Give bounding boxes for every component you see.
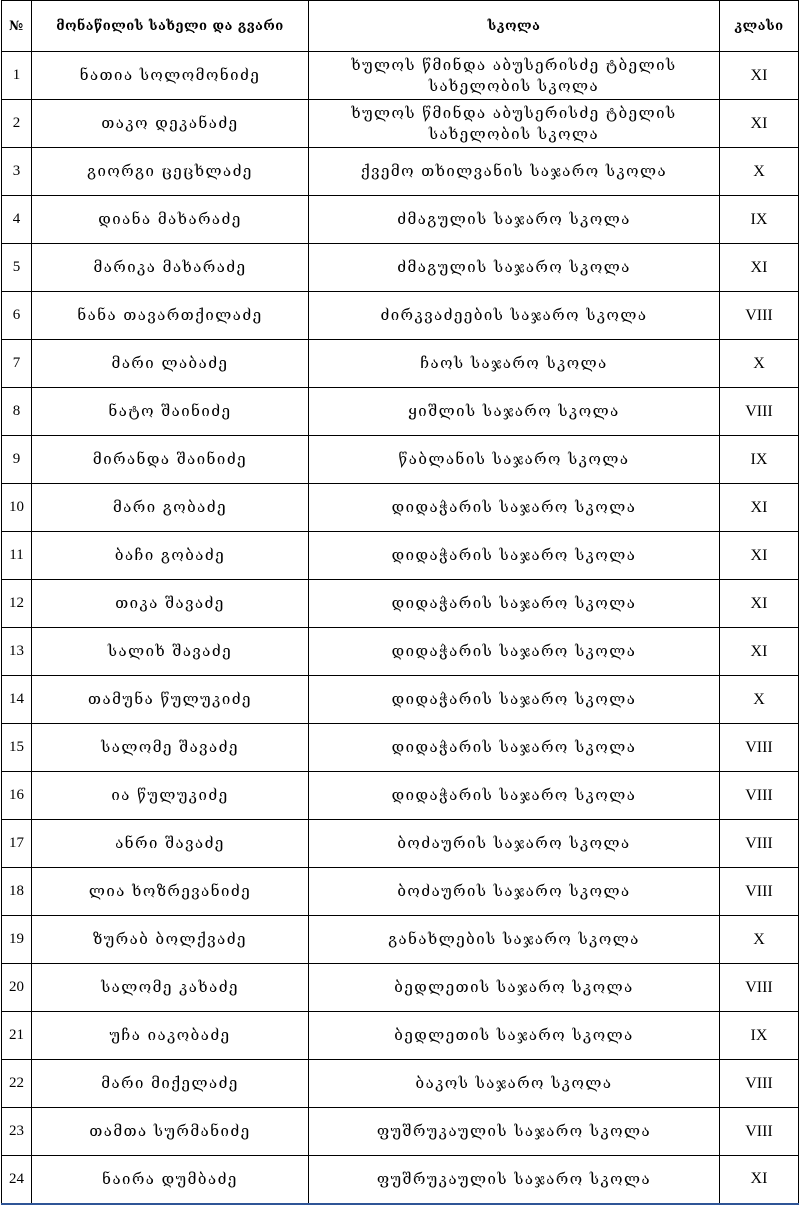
table-row <box>2 292 799 340</box>
school-cell: დიდაჭარის საჯარო სკოლა <box>309 676 720 724</box>
table-row <box>2 436 799 484</box>
grade-cell: XI <box>720 580 799 628</box>
participant-name-cell: ნატო შაინიძე <box>32 388 309 436</box>
school-cell: ბოძაურის საჯარო სკოლა <box>309 868 720 916</box>
table-row <box>2 484 799 532</box>
grade-cell: XI <box>720 484 799 532</box>
participant-name-cell: თიკა შავაძე <box>32 580 309 628</box>
row-number-cell: 10 <box>2 484 32 532</box>
school-cell: ბედლეთის საჯარო სკოლა <box>309 1012 720 1060</box>
grade-cell: VIII <box>720 388 799 436</box>
school-cell: ფუშრუკაულის საჯარო სკოლა <box>309 1156 720 1204</box>
school-cell: ძმაგულის საჯარო სკოლა <box>309 196 720 244</box>
grade-cell: IX <box>720 196 799 244</box>
school-cell: ძმაგულის საჯარო სკოლა <box>309 244 720 292</box>
participant-name-cell: ბაჩი გობაძე <box>32 532 309 580</box>
participant-name-cell: მირანდა შაინიძე <box>32 436 309 484</box>
participant-name-cell: ნათია სოლომონიძე <box>32 52 309 100</box>
row-number-cell: 6 <box>2 292 32 340</box>
participant-name-cell: გიორგი ცეცხლაძე <box>32 148 309 196</box>
participant-name-cell: მარი მიქელაძე <box>32 1060 309 1108</box>
participant-name-cell: სალომე შავაძე <box>32 724 309 772</box>
participant-name-cell: მარიკა მახარაძე <box>32 244 309 292</box>
table-row <box>2 676 799 724</box>
school-cell: ყიშლის საჯარო სკოლა <box>309 388 720 436</box>
grade-cell: VIII <box>720 772 799 820</box>
participant-name-cell: თამთა სურმანიძე <box>32 1108 309 1156</box>
participant-name-cell: დიანა მახარაძე <box>32 196 309 244</box>
school-cell: ქვემო თხილვანის საჯარო სკოლა <box>309 148 720 196</box>
school-cell: ძირკვაძეების საჯარო სკოლა <box>309 292 720 340</box>
participant-name-cell: ნაირა დუმბაძე <box>32 1156 309 1204</box>
header-grade: კლასი <box>720 1 799 52</box>
school-cell: ბოძაურის საჯარო სკოლა <box>309 820 720 868</box>
grade-cell: IX <box>720 436 799 484</box>
grade-cell: XI <box>720 532 799 580</box>
table-row <box>2 724 799 772</box>
row-number-cell: 19 <box>2 916 32 964</box>
grade-cell: VIII <box>720 292 799 340</box>
grade-cell: VIII <box>720 820 799 868</box>
row-number-cell: 7 <box>2 340 32 388</box>
grade-cell: X <box>720 916 799 964</box>
school-cell: განახლების საჯარო სკოლა <box>309 916 720 964</box>
table-row <box>2 868 799 916</box>
row-number-cell: 16 <box>2 772 32 820</box>
participant-name-cell: თაკო დეკანაძე <box>32 100 309 148</box>
row-number-cell: 5 <box>2 244 32 292</box>
school-cell: ბედლეთის საჯარო სკოლა <box>309 964 720 1012</box>
grade-cell: XI <box>720 1156 799 1204</box>
row-number-cell: 4 <box>2 196 32 244</box>
grade-cell: XI <box>720 100 799 148</box>
school-cell: დიდაჭარის საჯარო სკოლა <box>309 724 720 772</box>
school-cell: დიდაჭარის საჯარო სკოლა <box>309 484 720 532</box>
school-cell: დიდაჭარის საჯარო სკოლა <box>309 628 720 676</box>
row-number-cell: 11 <box>2 532 32 580</box>
grade-cell: VIII <box>720 724 799 772</box>
school-cell: ხულოს წმინდა აბუსერისძე ტბელის სახელობის სკოლა <box>309 100 720 148</box>
participant-name-cell: სალომე კახაძე <box>32 964 309 1012</box>
table-row <box>2 52 799 100</box>
participant-name-cell: ია წულუკიძე <box>32 772 309 820</box>
table-row <box>2 1156 799 1204</box>
grade-cell: XI <box>720 628 799 676</box>
row-number-cell: 20 <box>2 964 32 1012</box>
row-number-cell: 2 <box>2 100 32 148</box>
grade-cell: VIII <box>720 964 799 1012</box>
table-row <box>2 1108 799 1156</box>
participant-name-cell: ანრი შავაძე <box>32 820 309 868</box>
header-number: № <box>2 1 32 52</box>
row-number-cell: 18 <box>2 868 32 916</box>
table-row <box>2 1060 799 1108</box>
participant-name-cell: მარი გობაძე <box>32 484 309 532</box>
row-number-cell: 8 <box>2 388 32 436</box>
row-number-cell: 17 <box>2 820 32 868</box>
table-row <box>2 100 799 148</box>
grade-cell: VIII <box>720 1108 799 1156</box>
grade-cell: VIII <box>720 868 799 916</box>
table-row <box>2 196 799 244</box>
school-cell: ფუშრუკაულის საჯარო სკოლა <box>309 1108 720 1156</box>
header-participant-name: მონაწილის სახელი და გვარი <box>32 1 309 52</box>
participant-name-cell: ზურაბ ბოლქვაძე <box>32 916 309 964</box>
table-header-row <box>2 1 799 52</box>
table-row <box>2 244 799 292</box>
table-row <box>2 1012 799 1060</box>
participant-name-cell: ლია ხოზრევანიძე <box>32 868 309 916</box>
participant-name-cell: თამუნა წულუკიძე <box>32 676 309 724</box>
school-cell: დიდაჭარის საჯარო სკოლა <box>309 772 720 820</box>
school-cell: ხულოს წმინდა აბუსერისძე ტბელის სახელობის სკოლა <box>309 52 720 100</box>
participant-name-cell: ნანა თავართქილაძე <box>32 292 309 340</box>
row-number-cell: 15 <box>2 724 32 772</box>
school-cell: წაბლანის საჯარო სკოლა <box>309 436 720 484</box>
header-school: სკოლა <box>309 1 720 52</box>
row-number-cell: 22 <box>2 1060 32 1108</box>
participant-name-cell: უჩა იაკობაძე <box>32 1012 309 1060</box>
row-number-cell: 21 <box>2 1012 32 1060</box>
row-number-cell: 3 <box>2 148 32 196</box>
row-number-cell: 9 <box>2 436 32 484</box>
grade-cell: XI <box>720 52 799 100</box>
row-number-cell: 14 <box>2 676 32 724</box>
school-cell: ბაკოს საჯარო სკოლა <box>309 1060 720 1108</box>
participants-table <box>1 0 799 1205</box>
row-number-cell: 12 <box>2 580 32 628</box>
grade-cell: X <box>720 340 799 388</box>
grade-cell: X <box>720 676 799 724</box>
table-row <box>2 340 799 388</box>
grade-cell: VIII <box>720 1060 799 1108</box>
school-cell: დიდაჭარის საჯარო სკოლა <box>309 532 720 580</box>
school-cell: ჩაოს საჯარო სკოლა <box>309 340 720 388</box>
table-row <box>2 532 799 580</box>
grade-cell: IX <box>720 1012 799 1060</box>
table-row <box>2 148 799 196</box>
table-row <box>2 916 799 964</box>
table-row <box>2 772 799 820</box>
table-row <box>2 388 799 436</box>
grade-cell: X <box>720 148 799 196</box>
row-number-cell: 24 <box>2 1156 32 1204</box>
row-number-cell: 1 <box>2 52 32 100</box>
school-cell: დიდაჭარის საჯარო სკოლა <box>309 580 720 628</box>
row-number-cell: 13 <box>2 628 32 676</box>
participant-name-cell: მარი ლაბაძე <box>32 340 309 388</box>
table-row <box>2 580 799 628</box>
table-row <box>2 628 799 676</box>
table-row <box>2 964 799 1012</box>
participant-name-cell: სალიხ შავაძე <box>32 628 309 676</box>
table-row <box>2 820 799 868</box>
row-number-cell: 23 <box>2 1108 32 1156</box>
grade-cell: XI <box>720 244 799 292</box>
